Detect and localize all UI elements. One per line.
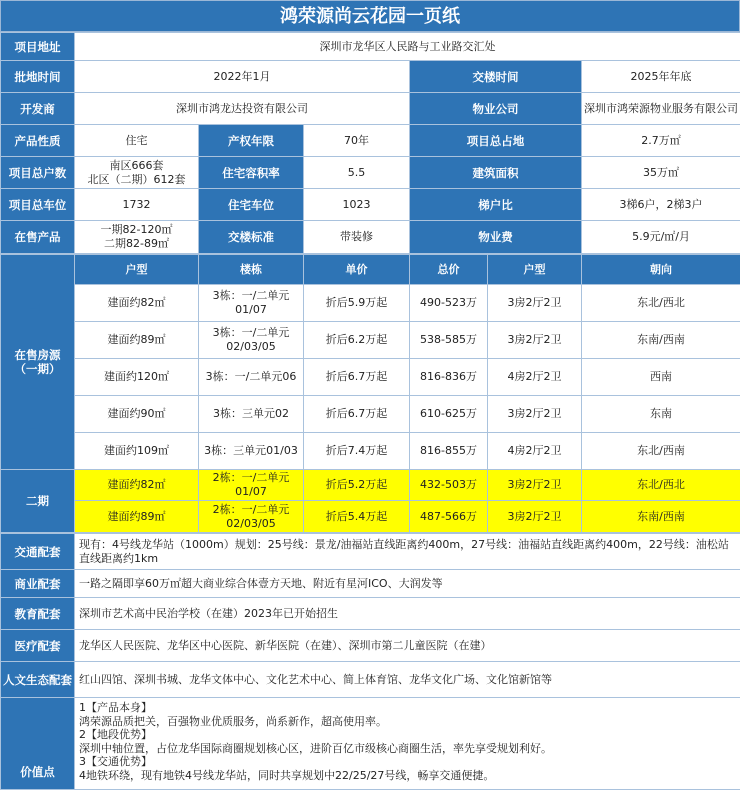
land-label: 项目总占地: [410, 125, 582, 157]
far-value: 5.5: [304, 157, 410, 189]
gfa-label: 建筑面积: [410, 157, 582, 189]
far-label: 住宅容积率: [199, 157, 304, 189]
value-line: 2【地段优势】: [79, 728, 152, 741]
ratio-label: 梯户比: [410, 189, 582, 221]
onsale-value: [75, 221, 199, 254]
table-row: 建面约90㎡ 3栋：三单元02 折后6.7万起 610-625万 3房2厅2卫 东南: [1, 396, 740, 433]
property-value: 深圳市鸿荣源物业服务有限公司: [582, 93, 740, 125]
approval-value: 2022年1月: [75, 61, 410, 93]
delivery-value: 2025年年底: [582, 61, 740, 93]
parking-label: 项目总车位: [1, 189, 75, 221]
ratio-value: 3梯6户，2梯3户: [582, 189, 740, 221]
standard-label: 交楼标准: [199, 221, 304, 254]
onsale-phase1: 一期82-120㎡: [100, 223, 173, 236]
header-layout: 户型: [75, 255, 199, 285]
res-parking-label: 住宅车位: [199, 189, 304, 221]
land-value: 2.7万㎡: [582, 125, 740, 157]
med-value: 龙华区人民医院、龙华区中心医院、新华医院（在建）、深圳市第二儿童医院（在建）: [75, 630, 740, 662]
edu-value: 深圳市艺术高中民治学校（在建）2023年已开始招生: [75, 598, 740, 630]
header-unit-price: 单价: [304, 255, 410, 285]
fee-label: 物业费: [410, 221, 582, 254]
value-line: 3【交通优势】: [79, 755, 152, 768]
value-line: 深圳中轴位置，占位龙华国际商圈规划核心区，进阶百亿市级核心商圈生活，率先享受规划利好。: [79, 741, 552, 755]
header-orientation: 朝向: [582, 255, 740, 285]
approval-label: 批地时间: [1, 61, 75, 93]
culture-value: 红山四馆、深圳书城、龙华文体中心、文化艺术中心、简上体育馆、龙华文化广场、文化馆新馆等: [75, 662, 740, 698]
onsale-label: 在售产品: [1, 221, 75, 254]
address-value: 深圳市龙华区人民路与工业路交汇处: [75, 33, 740, 61]
info-table: [0, 32, 740, 254]
edu-label: 教育配套: [1, 598, 75, 630]
developer-label: 开发商: [1, 93, 75, 125]
property-label: 物业公司: [410, 93, 582, 125]
traffic-label: 交通配套: [1, 534, 75, 570]
developer-value: 深圳市鸿龙达投资有限公司: [75, 93, 410, 125]
term-label: 产权年限: [199, 125, 304, 157]
res-parking-value: 1023: [304, 189, 410, 221]
units-north: 北区（二期）612套: [87, 172, 186, 186]
phase2-label: 二期: [1, 470, 75, 533]
parking-value: 1732: [75, 189, 199, 221]
type-label: 产品性质: [1, 125, 75, 157]
fee-value: 5.9元/㎡/月: [582, 221, 740, 254]
table-row: 建面约89㎡ 2栋：一/二单元 02/03/05 折后5.4万起 487-566万 3房2厅2卫 东南/西南: [1, 501, 740, 533]
table-row: 建面约89㎡ 3栋：一/二单元 02/03/05 折后6.2万起 538-585万 3房2厅2卫 东南/西南: [1, 322, 740, 359]
commerce-label: 商业配套: [1, 570, 75, 598]
value-points: [75, 698, 740, 790]
phase1-label: 在售房源 （一期）: [1, 255, 75, 470]
type-value: 住宅: [75, 125, 199, 157]
commerce-value: 一路之隔即享60万㎡超大商业综合体壹方天地、附近有星河ICO、大润发等: [75, 570, 740, 598]
table-row: 建面约120㎡ 3栋：一/二单元06 折后6.7万起 816-836万 4房2厅2卫 西南: [1, 359, 740, 396]
header-total-price: 总价: [410, 255, 488, 285]
header-building: 楼栋: [199, 255, 304, 285]
delivery-label: 交楼时间: [410, 61, 582, 93]
listing-table: [0, 254, 740, 533]
page-title: 鸿荣源尚云花园一页纸: [0, 0, 740, 32]
traffic-value: 现有：4号线龙华站（1000m）规划：25号线：景龙/油福站直线距离约400m，27号线：油福站直线距离约400m，22号线：油松站直线距离约1km: [75, 534, 740, 570]
value-label: 价值点: [1, 698, 75, 790]
header-rooms: 户型: [488, 255, 582, 285]
amenities-table: [0, 533, 740, 790]
value-line: 4地铁环绕，现有地铁4号线龙华站，同时共享规划中22/25/27号线，畅享交通便捷。: [79, 768, 495, 782]
units-value: [75, 157, 199, 189]
standard-value: 带装修: [304, 221, 410, 254]
table-row: 建面约109㎡ 3栋：三单元01/03 折后7.4万起 816-855万 4房2厅2卫 东北/西南: [1, 433, 740, 470]
culture-label: 人文生态配套: [1, 662, 75, 698]
units-south: 南区666套: [109, 158, 164, 172]
gfa-value: 35万㎡: [582, 157, 740, 189]
units-label: 项目总户数: [1, 157, 75, 189]
table-row: 二期 建面约82㎡ 2栋：一/二单元01/07 折后5.2万起 432-503万 3房2厅2卫 东北/西北: [1, 470, 740, 501]
value-line: 鸿荣源品质把关，百强物业优质服务，尚系新作，超高使用率。: [79, 714, 387, 728]
table-row: 建面约82㎡ 3栋：一/二单元01/07 折后5.9万起 490-523万 3房2厅2卫 东北/西北: [1, 285, 740, 322]
address-label: 项目地址: [1, 33, 75, 61]
onsale-phase2: 二期82-89㎡: [104, 237, 169, 250]
med-label: 医疗配套: [1, 630, 75, 662]
term-value: 70年: [304, 125, 410, 157]
value-line: 1【产品本身】: [79, 701, 152, 714]
